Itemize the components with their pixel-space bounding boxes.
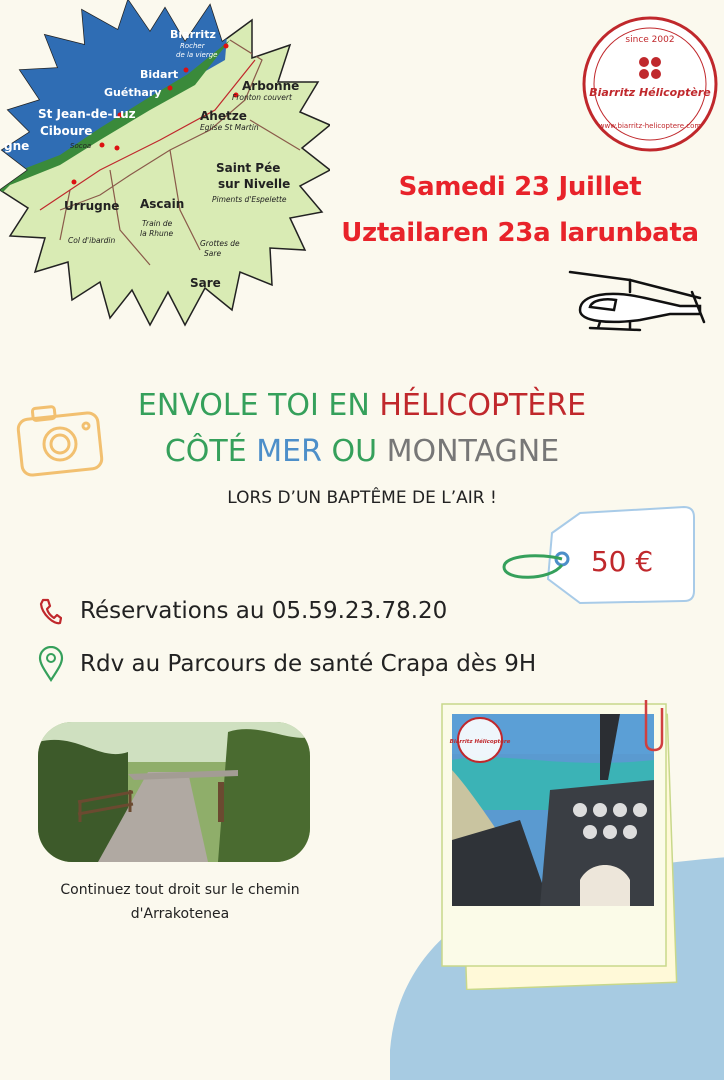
headline-helicoptere: HÉLICOPTÈRE [379, 388, 587, 423]
logo-url: www.biarritz-helicoptere.com [598, 122, 702, 130]
map-label-fronton: Fronton couvert [232, 93, 292, 102]
date-french: Samedi 23 Juillet [398, 172, 642, 202]
map-label-piments: Piments d'Espelette [212, 195, 287, 204]
map-label-socoa: Socoa [70, 142, 92, 150]
area-map [0, 0, 330, 330]
price-value: 50 € [590, 545, 654, 578]
date-basque: Uztailaren 23a larunbata [341, 218, 699, 248]
polaroid-logo-text: Biarritz Hélicoptère [449, 739, 511, 745]
caption-line-2: d'Arrakotenea [130, 906, 230, 922]
map-label-ciboure: Ciboure [40, 124, 93, 138]
biarritz-helicoptere-logo [582, 16, 718, 152]
reservation-text: Réservations au 05.59.23.78.20 [80, 598, 448, 624]
map-label-rocher: Rocher [180, 42, 205, 50]
map-label-train2: la Rhune [140, 229, 174, 238]
map-label-surnivelle: sur Nivelle [218, 177, 291, 191]
map-label-biarritz: Biarritz [170, 28, 216, 41]
caption-line-1: Continuez tout droit sur le chemin [60, 882, 300, 898]
headline-montagne: MONTAGNE [386, 434, 560, 469]
map-label-eglise: Eglise St Martin [200, 123, 259, 132]
map-label-sare: Sare [190, 276, 221, 290]
headline-line-1 [0, 388, 724, 423]
map-label-ascain: Ascain [140, 197, 185, 211]
location-pin-icon [38, 646, 64, 682]
map-label-urrugne: Urrugne [64, 199, 120, 213]
helicopter-icon [560, 262, 710, 342]
rdv-text: Rdv au Parcours de santé Crapa dès 9H [80, 651, 537, 677]
headline-cote: CÔTÉ [164, 434, 257, 469]
map-label-stjean: St Jean-de-Luz [38, 107, 136, 121]
path-caption [20, 878, 340, 926]
path-photo [38, 722, 310, 862]
phone-icon [38, 598, 62, 626]
map-label-ahetze: Ahetze [200, 109, 247, 123]
map-label-guethary: Guéthary [104, 86, 162, 99]
map-label-gne: gne [4, 139, 30, 153]
headline-ou: OU [321, 434, 387, 469]
map-label-col: Col d'ibardin [68, 236, 116, 245]
helicopter-cockpit-photo [440, 700, 680, 990]
headline-subtitle: LORS D’UN BAPTÊME DE L’AIR ! [227, 488, 497, 508]
map-label-train1: Train de [142, 219, 173, 228]
map-label-saintpee: Saint Pée [216, 161, 281, 175]
headline-mer: MER [256, 434, 322, 469]
map-label-grottes1: Grottes de [200, 239, 240, 248]
map-label-vierge: de la vierge [176, 51, 218, 59]
map-label-grottes2: Sare [204, 249, 222, 258]
logo-since: since 2002 [625, 35, 675, 45]
map-label-bidart: Bidart [140, 68, 179, 81]
logo-name: Biarritz Hélicoptère [589, 86, 711, 99]
headline-line-2 [0, 434, 724, 469]
map-label-arbonne: Arbonne [242, 79, 300, 93]
price-tag [500, 503, 700, 613]
headline-text: ENVOLE TOI EN [137, 388, 380, 423]
